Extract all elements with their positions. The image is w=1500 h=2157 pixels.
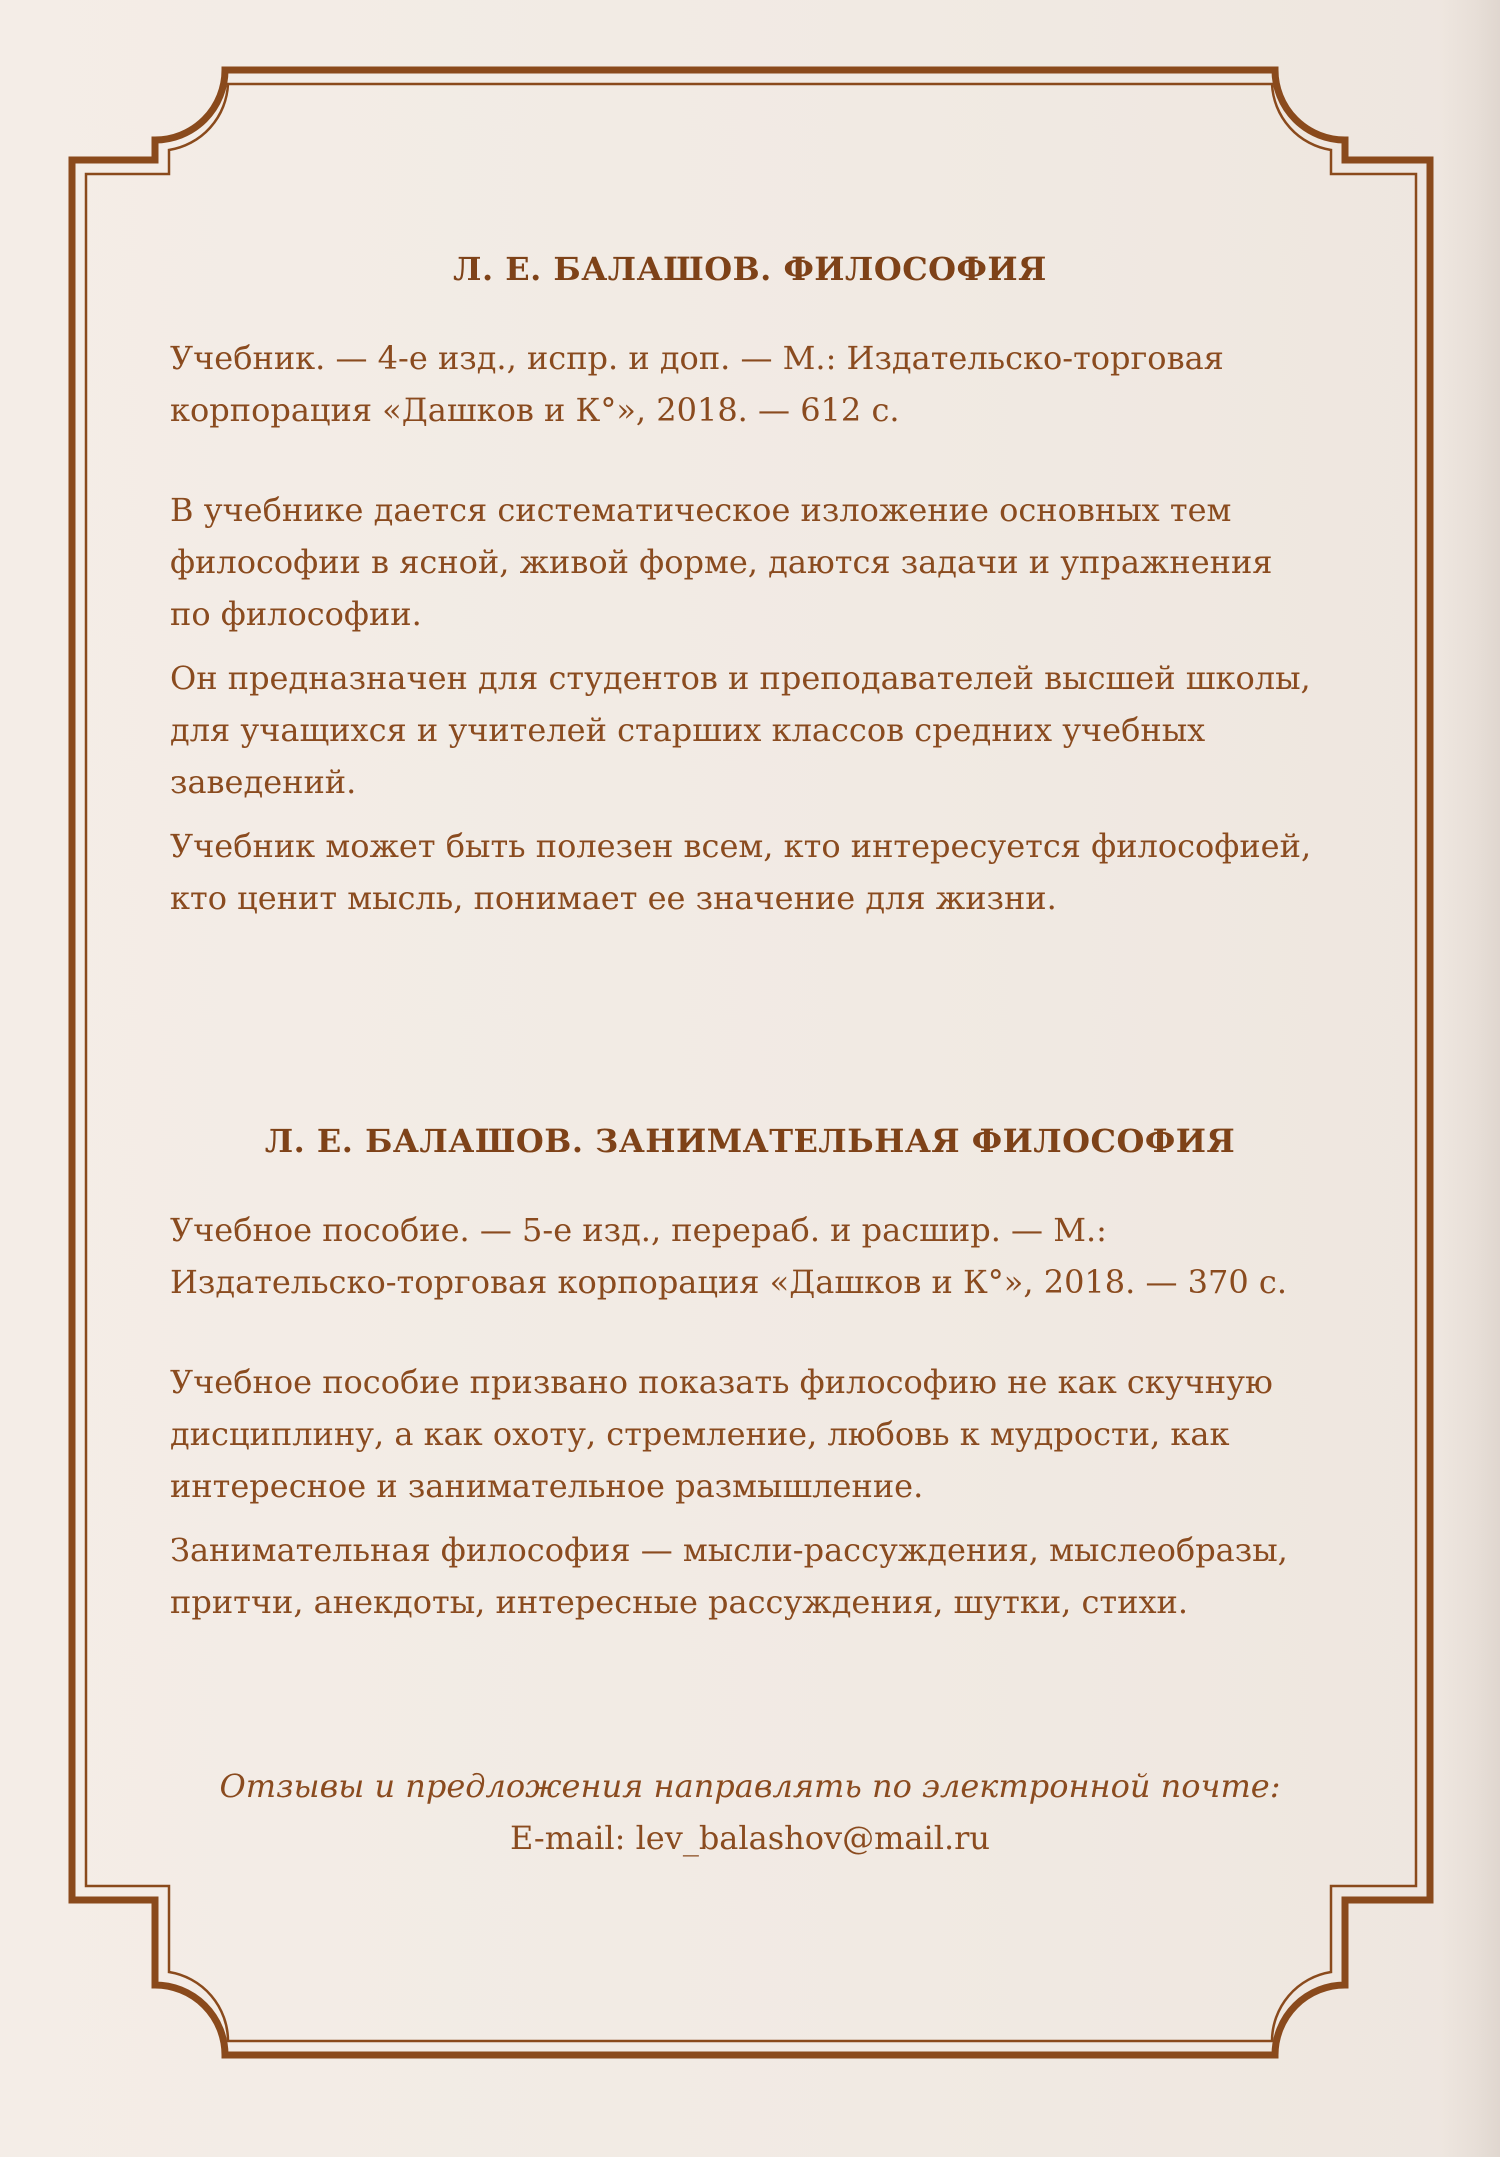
text-line: для учащихся и учителей старших классов средних учебных (170, 711, 1206, 749)
book1-paragraph (170, 820, 1330, 924)
contact-block (150, 1760, 1350, 1864)
text-line: кто ценит мысль, понимает ее значение для жизни. (170, 879, 1057, 917)
email-address[interactable]: E-mail: lev_balashov@mail.ru (509, 1819, 991, 1857)
book1-title: Л. Е. БАЛАШОВ. ФИЛОСОФИЯ (453, 250, 1047, 288)
feedback-note: Отзывы и предложения направлять по электронной почте: (219, 1767, 1281, 1805)
book2-section (170, 1122, 1330, 1628)
book2-paragraph (170, 1524, 1330, 1628)
book2-paragraph (170, 1356, 1330, 1512)
text-line: философии в ясной, живой форме, даются задачи и упражнения (170, 543, 1273, 581)
text-line: по философии. (170, 595, 422, 633)
book1-paragraph (170, 484, 1330, 640)
book1-section (170, 250, 1330, 924)
text-line: Учебное пособие призвано показать философию не как скучную (170, 1363, 1273, 1401)
book2-title: Л. Е. БАЛАШОВ. ЗАНИМАТЕЛЬНАЯ ФИЛОСОФИЯ (264, 1122, 1236, 1160)
book2-imprint-line: Издательско-торговая корпорация «Дашков и К°», 2018. — 370 с. (170, 1263, 1287, 1301)
book2-imprint-line: Учебное пособие. — 5-е изд., перераб. и расшир. — М.: (170, 1211, 1107, 1249)
text-line: Он предназначен для студентов и преподавателей высшей школы, (170, 659, 1311, 697)
book1-imprint-line: Учебник. — 4-е изд., испр. и доп. — М.: Издательско-торговая (170, 339, 1224, 377)
text-line: дисциплину, а как охоту, стремление, любовь к мудрости, как (170, 1415, 1230, 1453)
text-line: заведений. (170, 763, 357, 801)
text-line: В учебнике дается систематическое изложение основных тем (170, 491, 1232, 529)
text-line: интересное и занимательное размышление. (170, 1467, 924, 1505)
text-line: Учебник может быть полезен всем, кто интересуется философией, (170, 827, 1312, 865)
book1-imprint (170, 332, 1330, 436)
book1-imprint-line: корпорация «Дашков и К°», 2018. — 612 с. (170, 391, 900, 429)
book2-imprint (170, 1204, 1330, 1308)
text-line: притчи, анекдоты, интересные рассуждения, шутки, стихи. (170, 1583, 1188, 1621)
text-line: Занимательная философия — мысли-рассуждения, мыслеобразы, (170, 1531, 1288, 1569)
book1-paragraph (170, 652, 1330, 808)
